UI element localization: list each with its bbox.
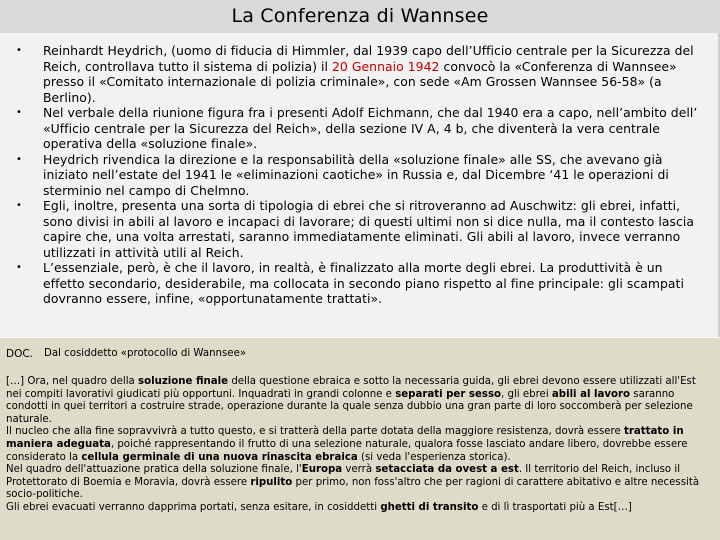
doc-bold-run: separati per sesso [395,388,502,400]
doc-text-run: e di lì trasportati più a Est[…] [478,501,632,513]
bullet-text: Egli, inoltre, presenta una sorta di tipologia di ebrei che si ritroveranno ad Auschwitz: gli ebrei, infatti, sono divisi in abili al lavoro e incapaci di lavorare; di questi ultimi non si dice nulla, ma il contesto lascia capire che, una volta arrestati, saranno immediatamente eliminati. Gli abili al lavoro, invece verranno utilizzati in attività utili al Reich. [43,198,694,260]
bullet-dot: • [16,262,22,273]
highlighted-date: 20 Gennaio 1942 [331,58,440,74]
document-panel [0,338,720,540]
doc-text-run: , gli ebrei [501,388,552,400]
doc-text-run: . Il territorio del Reich, incluso il Protettorato di Boemia e Moravia, dovrà essere [6,464,681,488]
bullet-text: Reinhardt Heydrich, (uomo di fiducia di Himmler, dal 1939 capo dell’Ufficio centrale per la Sicurezza del Reich, controllava tutto il sistema di polizia) il [43,43,694,74]
bullet-list [0,43,718,307]
doc-bold-run: setacciata da ovest a est [375,464,519,476]
doc-bold-run: ghetti di transito [380,501,479,513]
doc-bold-run: trattato in maniera adeguata [6,426,684,450]
doc-text-run: per primo, non foss'altro che per ragioni di carattere abitativo e altre necessità socio-politiche. [6,476,700,501]
doc-text-run: verrà [342,464,376,476]
doc-paragraph [6,426,714,464]
doc-paragraph [6,376,714,426]
doc-text-run: , poiché rappresentando il frutto di una selezione naturale, qualora fosse lasciato andare libero, dovrebbe essere considerato la [6,438,688,463]
doc-label: DOC. [6,348,34,360]
bullet-text: Nel verbale della riunione figura fra i presenti Adolf Eichmann, che dal 1940 era a capo, nell’ambito dell’ «Ufficio centrale per la Sicurezza del Reich», della sezione IV A, 4 b, che diventerà la vera centrale operativa della «soluzione finale». [43,105,698,151]
bullet-item [0,105,718,152]
doc-bold-run: abili al lavoro [551,388,631,400]
bullet-dot: • [16,153,22,165]
doc-text [6,376,714,515]
doc-title: Dal cosiddetto «protocollo di Wannsee» [44,348,247,359]
doc-text-run: Nel quadro dell'attuazione pratica della soluzione finale, l' [6,464,302,476]
doc-text-run: (si veda l'esperienza storica). [357,451,511,463]
bullet-item [0,43,718,105]
bullet-text: Heydrich rivendica la direzione e la responsabilità della «soluzione finale» alle SS, che avevano già iniziato nell’estate del 1941 le «eliminazioni caotiche» in Russia e, dal Dicembre ‘41 le operazioni di sterminio nel campo di Chelmno. [43,151,669,198]
slide-title: La Conferenza di Wannsee [0,0,720,33]
bullet-text: convocò la «Conferenza di Wannsee» presso il «Comitato internazionale di polizia criminale», con sede «Am Grossen Wannsee 56-58» (a Berlino). [43,58,677,105]
doc-bold-run: ripulito [250,476,293,488]
doc-text-run: Il nucleo che alla fine sopravvivrà a tutto questo, e si tratterà della parte dotata della maggiore resistenza, dovrà essere [6,426,625,438]
doc-bold-run: Europa [301,464,343,476]
doc-bold-run: cellula germinale di una nuova rinascita ebraica [81,451,358,463]
bullet-panel [0,33,720,337]
doc-text-run: Gli ebrei evacuati verranno dapprima portati, senza esitare, in cosiddetti [6,501,381,513]
doc-paragraph [6,464,714,502]
doc-text-run: saranno condotti in quei territori a costruire strade, operazione durante la quale senza dubbio una gran parte di loro soccomberà per selezione naturale. [6,388,693,425]
doc-paragraph [6,502,714,515]
bullet-item [0,198,718,260]
doc-text-run: […] Ora, nel quadro della [6,376,139,387]
bullet-text: L’essenziale, però, è che il lavoro, in realtà, è finalizzato alla morte degli ebrei. La produttività è un effetto secondario, desiderabile, ma collocata in secondo piano rispetto al fine principale: gli scampati dovranno essere, infine, «opportunatamente trattati». [43,260,684,306]
bullet-dot: • [16,45,22,56]
doc-text-run: della questione ebraica e sotto la necessaria guida, gli ebrei devono essere utilizzati all'Est nei compiti lavorativi giudicati più opportuni. Inquadrati in grandi colonne e [6,376,696,400]
bullet-item [0,260,718,307]
bullet-dot: • [16,200,22,211]
bullet-item [0,152,718,199]
doc-bold-run: soluzione finale [138,376,229,387]
bullet-dot: • [16,107,22,118]
